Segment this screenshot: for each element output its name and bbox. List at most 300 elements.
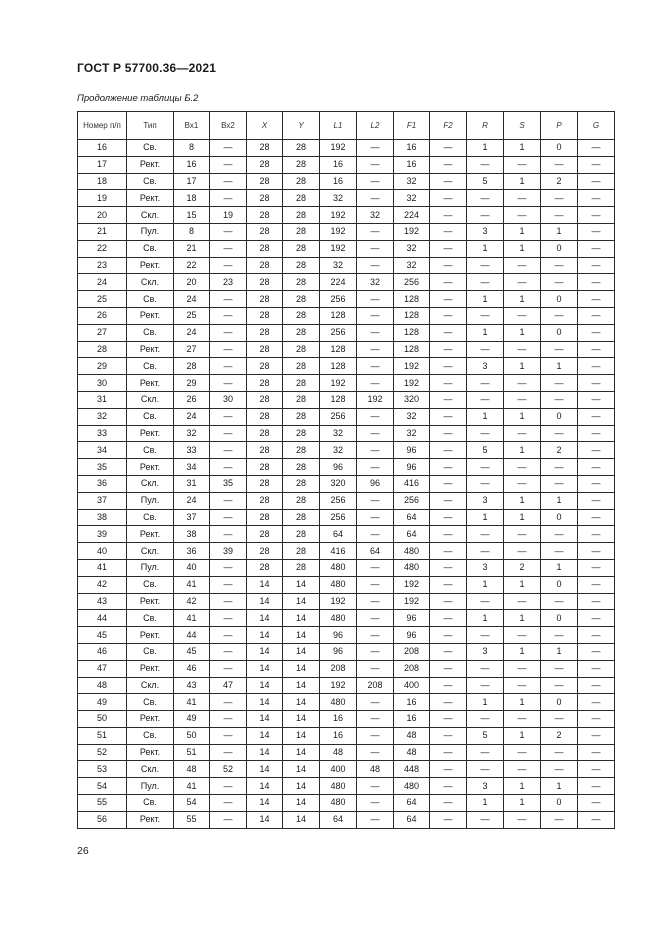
- cell-number: 20: [78, 207, 127, 224]
- cell-f2: —: [430, 694, 467, 711]
- cell-f2: —: [430, 375, 467, 392]
- cell-g: —: [578, 190, 615, 207]
- cell-f1: 64: [394, 795, 430, 812]
- cell-l2: 48: [357, 761, 394, 778]
- cell-f2: —: [430, 140, 467, 157]
- cell-g: —: [578, 358, 615, 375]
- cell-in1: 20: [174, 274, 210, 291]
- cell-y: 28: [283, 223, 320, 240]
- cell-s: —: [504, 207, 541, 224]
- cell-in1: 41: [174, 778, 210, 795]
- cell-s: 1: [504, 408, 541, 425]
- cell-s: —: [504, 761, 541, 778]
- cell-r: —: [467, 677, 504, 694]
- cell-in1: 17: [174, 173, 210, 190]
- cell-f2: —: [430, 643, 467, 660]
- cell-x: 28: [247, 408, 283, 425]
- cell-f2: —: [430, 240, 467, 257]
- cell-l2: —: [357, 811, 394, 828]
- cell-g: —: [578, 593, 615, 610]
- cell-y: 14: [283, 593, 320, 610]
- cell-in2: —: [210, 425, 247, 442]
- cell-f2: —: [430, 408, 467, 425]
- cell-g: —: [578, 291, 615, 308]
- cell-in2: —: [210, 442, 247, 459]
- cell-number: 45: [78, 627, 127, 644]
- cell-g: —: [578, 240, 615, 257]
- cell-in1: 16: [174, 156, 210, 173]
- table-row: [78, 526, 615, 543]
- cell-in1: 48: [174, 761, 210, 778]
- cell-in2: —: [210, 694, 247, 711]
- cell-in2: —: [210, 627, 247, 644]
- cell-s: 1: [504, 140, 541, 157]
- cell-x: 28: [247, 207, 283, 224]
- cell-l1: 32: [320, 442, 357, 459]
- cell-s: —: [504, 375, 541, 392]
- cell-y: 28: [283, 425, 320, 442]
- cell-p: —: [541, 375, 578, 392]
- cell-p: —: [541, 761, 578, 778]
- cell-x: 28: [247, 391, 283, 408]
- cell-f1: 96: [394, 627, 430, 644]
- cell-p: —: [541, 156, 578, 173]
- cell-x: 28: [247, 307, 283, 324]
- cell-type: Рект.: [127, 307, 174, 324]
- cell-x: 28: [247, 526, 283, 543]
- cell-f2: —: [430, 358, 467, 375]
- cell-type: Св.: [127, 358, 174, 375]
- cell-l1: 256: [320, 291, 357, 308]
- cell-in2: —: [210, 408, 247, 425]
- cell-type: Скл.: [127, 274, 174, 291]
- cell-s: —: [504, 543, 541, 560]
- cell-l2: —: [357, 173, 394, 190]
- cell-s: —: [504, 156, 541, 173]
- table-row: [78, 711, 615, 728]
- cell-f1: 400: [394, 677, 430, 694]
- cell-x: 28: [247, 425, 283, 442]
- cell-y: 14: [283, 677, 320, 694]
- cell-number: 26: [78, 307, 127, 324]
- table-row: [78, 391, 615, 408]
- cell-in2: —: [210, 643, 247, 660]
- cell-g: —: [578, 576, 615, 593]
- cell-s: 1: [504, 576, 541, 593]
- cell-s: —: [504, 190, 541, 207]
- cell-type: Скл.: [127, 207, 174, 224]
- cell-x: 28: [247, 156, 283, 173]
- cell-in1: 46: [174, 660, 210, 677]
- cell-x: 14: [247, 660, 283, 677]
- cell-r: —: [467, 257, 504, 274]
- cell-type: Рект.: [127, 425, 174, 442]
- cell-p: —: [541, 711, 578, 728]
- cell-l1: 256: [320, 408, 357, 425]
- cell-r: 1: [467, 140, 504, 157]
- cell-y: 14: [283, 660, 320, 677]
- cell-r: 3: [467, 358, 504, 375]
- cell-type: Св.: [127, 795, 174, 812]
- col-header-type: Тип: [127, 112, 174, 140]
- cell-s: —: [504, 307, 541, 324]
- cell-l1: 96: [320, 643, 357, 660]
- cell-in1: 40: [174, 559, 210, 576]
- cell-p: —: [541, 257, 578, 274]
- table-row: [78, 727, 615, 744]
- cell-r: —: [467, 627, 504, 644]
- cell-l2: —: [357, 576, 394, 593]
- cell-x: 14: [247, 795, 283, 812]
- cell-x: 28: [247, 324, 283, 341]
- cell-g: —: [578, 324, 615, 341]
- cell-l2: 32: [357, 207, 394, 224]
- cell-l1: 416: [320, 543, 357, 560]
- table-row: [78, 778, 615, 795]
- cell-y: 28: [283, 190, 320, 207]
- cell-in2: —: [210, 257, 247, 274]
- cell-r: 1: [467, 509, 504, 526]
- cell-x: 14: [247, 610, 283, 627]
- cell-p: —: [541, 660, 578, 677]
- cell-r: —: [467, 593, 504, 610]
- cell-type: Рект.: [127, 375, 174, 392]
- cell-f2: —: [430, 593, 467, 610]
- cell-f1: 32: [394, 240, 430, 257]
- cell-l2: —: [357, 459, 394, 476]
- cell-r: 3: [467, 643, 504, 660]
- cell-g: —: [578, 660, 615, 677]
- table-row: [78, 375, 615, 392]
- cell-in1: 24: [174, 408, 210, 425]
- cell-in1: 38: [174, 526, 210, 543]
- cell-y: 28: [283, 257, 320, 274]
- cell-l1: 480: [320, 610, 357, 627]
- cell-x: 28: [247, 492, 283, 509]
- cell-l2: —: [357, 425, 394, 442]
- cell-r: —: [467, 391, 504, 408]
- table-header-row: [78, 112, 615, 140]
- cell-l2: 192: [357, 391, 394, 408]
- cell-in2: —: [210, 358, 247, 375]
- cell-f2: —: [430, 526, 467, 543]
- cell-type: Рект.: [127, 711, 174, 728]
- table-row: [78, 459, 615, 476]
- cell-y: 14: [283, 643, 320, 660]
- table-row: [78, 677, 615, 694]
- cell-g: —: [578, 811, 615, 828]
- cell-f1: 256: [394, 492, 430, 509]
- cell-s: 1: [504, 223, 541, 240]
- cell-number: 18: [78, 173, 127, 190]
- cell-r: 5: [467, 173, 504, 190]
- cell-f1: 128: [394, 324, 430, 341]
- cell-g: —: [578, 795, 615, 812]
- cell-p: 2: [541, 173, 578, 190]
- cell-l1: 96: [320, 459, 357, 476]
- cell-x: 14: [247, 576, 283, 593]
- cell-in2: 30: [210, 391, 247, 408]
- col-header-y: Y: [283, 112, 320, 140]
- table-row: [78, 475, 615, 492]
- table-row: [78, 610, 615, 627]
- cell-g: —: [578, 727, 615, 744]
- cell-l2: —: [357, 492, 394, 509]
- cell-number: 40: [78, 543, 127, 560]
- cell-l2: —: [357, 526, 394, 543]
- cell-g: —: [578, 408, 615, 425]
- cell-type: Св.: [127, 610, 174, 627]
- cell-l2: —: [357, 509, 394, 526]
- cell-f2: —: [430, 223, 467, 240]
- cell-f1: 192: [394, 223, 430, 240]
- cell-type: Рект.: [127, 593, 174, 610]
- cell-in2: —: [210, 727, 247, 744]
- cell-x: 28: [247, 475, 283, 492]
- cell-in1: 18: [174, 190, 210, 207]
- cell-s: —: [504, 526, 541, 543]
- cell-in1: 29: [174, 375, 210, 392]
- cell-in1: 8: [174, 140, 210, 157]
- cell-in2: —: [210, 223, 247, 240]
- cell-in2: —: [210, 492, 247, 509]
- cell-l2: 32: [357, 274, 394, 291]
- cell-number: 27: [78, 324, 127, 341]
- cell-f2: —: [430, 492, 467, 509]
- cell-l2: 96: [357, 475, 394, 492]
- cell-x: 28: [247, 173, 283, 190]
- cell-x: 14: [247, 811, 283, 828]
- cell-f1: 208: [394, 660, 430, 677]
- cell-number: 55: [78, 795, 127, 812]
- cell-f2: —: [430, 391, 467, 408]
- cell-number: 47: [78, 660, 127, 677]
- cell-l1: 16: [320, 727, 357, 744]
- table-row: [78, 324, 615, 341]
- cell-number: 50: [78, 711, 127, 728]
- cell-p: —: [541, 274, 578, 291]
- cell-l2: 64: [357, 543, 394, 560]
- cell-type: Св.: [127, 509, 174, 526]
- cell-in1: 26: [174, 391, 210, 408]
- cell-s: —: [504, 593, 541, 610]
- cell-number: 33: [78, 425, 127, 442]
- cell-f2: —: [430, 711, 467, 728]
- cell-g: —: [578, 643, 615, 660]
- cell-y: 14: [283, 711, 320, 728]
- cell-in2: —: [210, 744, 247, 761]
- cell-x: 28: [247, 459, 283, 476]
- cell-in1: 22: [174, 257, 210, 274]
- cell-p: —: [541, 391, 578, 408]
- cell-in1: 25: [174, 307, 210, 324]
- cell-s: —: [504, 811, 541, 828]
- cell-in1: 24: [174, 324, 210, 341]
- cell-g: —: [578, 207, 615, 224]
- cell-in1: 41: [174, 610, 210, 627]
- cell-p: 2: [541, 727, 578, 744]
- cell-in1: 49: [174, 711, 210, 728]
- table-row: [78, 576, 615, 593]
- cell-x: 28: [247, 140, 283, 157]
- cell-g: —: [578, 274, 615, 291]
- table-body: [78, 140, 615, 829]
- cell-in1: 32: [174, 425, 210, 442]
- cell-g: —: [578, 140, 615, 157]
- cell-l1: 480: [320, 694, 357, 711]
- cell-l1: 96: [320, 627, 357, 644]
- cell-f2: —: [430, 677, 467, 694]
- cell-p: 1: [541, 559, 578, 576]
- cell-in1: 43: [174, 677, 210, 694]
- cell-s: —: [504, 660, 541, 677]
- cell-r: 1: [467, 694, 504, 711]
- cell-in2: —: [210, 324, 247, 341]
- cell-g: —: [578, 492, 615, 509]
- cell-y: 14: [283, 694, 320, 711]
- cell-f2: —: [430, 744, 467, 761]
- cell-s: —: [504, 744, 541, 761]
- cell-s: —: [504, 274, 541, 291]
- cell-y: 28: [283, 240, 320, 257]
- cell-r: 3: [467, 778, 504, 795]
- cell-f2: —: [430, 173, 467, 190]
- col-header-in1: Вх1: [174, 112, 210, 140]
- cell-l1: 320: [320, 475, 357, 492]
- cell-f1: 16: [394, 156, 430, 173]
- cell-r: 1: [467, 610, 504, 627]
- cell-y: 28: [283, 391, 320, 408]
- col-header-r: R: [467, 112, 504, 140]
- cell-number: 56: [78, 811, 127, 828]
- cell-f1: 48: [394, 744, 430, 761]
- cell-r: 1: [467, 324, 504, 341]
- cell-l1: 128: [320, 341, 357, 358]
- cell-l2: —: [357, 324, 394, 341]
- cell-f1: 128: [394, 307, 430, 324]
- cell-s: 1: [504, 509, 541, 526]
- cell-s: 1: [504, 610, 541, 627]
- cell-number: 37: [78, 492, 127, 509]
- table-row: [78, 207, 615, 224]
- cell-f2: —: [430, 459, 467, 476]
- cell-in1: 41: [174, 694, 210, 711]
- col-header-l2: L2: [357, 112, 394, 140]
- cell-l2: —: [357, 627, 394, 644]
- cell-p: —: [541, 593, 578, 610]
- cell-x: 14: [247, 727, 283, 744]
- cell-y: 14: [283, 761, 320, 778]
- cell-x: 28: [247, 509, 283, 526]
- cell-in2: 35: [210, 475, 247, 492]
- cell-f1: 128: [394, 341, 430, 358]
- cell-y: 28: [283, 375, 320, 392]
- cell-number: 42: [78, 576, 127, 593]
- cell-y: 28: [283, 408, 320, 425]
- table-row: [78, 240, 615, 257]
- cell-type: Св.: [127, 576, 174, 593]
- cell-in2: —: [210, 660, 247, 677]
- cell-number: 16: [78, 140, 127, 157]
- table-caption: Продолжение таблицы Б.2: [77, 93, 199, 104]
- table-row: [78, 559, 615, 576]
- cell-r: 3: [467, 559, 504, 576]
- cell-type: Пул.: [127, 223, 174, 240]
- cell-number: 51: [78, 727, 127, 744]
- cell-f1: 480: [394, 778, 430, 795]
- cell-x: 14: [247, 711, 283, 728]
- cell-number: 39: [78, 526, 127, 543]
- cell-in2: —: [210, 156, 247, 173]
- cell-f2: —: [430, 257, 467, 274]
- document-standard-title: ГОСТ Р 57700.36—2021: [77, 61, 217, 75]
- cell-r: —: [467, 660, 504, 677]
- cell-p: —: [541, 811, 578, 828]
- cell-f2: —: [430, 307, 467, 324]
- cell-y: 28: [283, 341, 320, 358]
- cell-p: —: [541, 526, 578, 543]
- cell-r: —: [467, 459, 504, 476]
- cell-s: —: [504, 391, 541, 408]
- cell-l2: —: [357, 408, 394, 425]
- cell-in2: —: [210, 173, 247, 190]
- cell-r: —: [467, 274, 504, 291]
- cell-type: Скл.: [127, 391, 174, 408]
- cell-f1: 208: [394, 643, 430, 660]
- cell-s: 1: [504, 727, 541, 744]
- cell-in2: 39: [210, 543, 247, 560]
- table-row: [78, 190, 615, 207]
- cell-in1: 34: [174, 459, 210, 476]
- cell-l1: 256: [320, 509, 357, 526]
- cell-type: Св.: [127, 140, 174, 157]
- cell-p: 1: [541, 492, 578, 509]
- cell-type: Св.: [127, 324, 174, 341]
- table-row: [78, 274, 615, 291]
- cell-x: 28: [247, 257, 283, 274]
- cell-l2: —: [357, 744, 394, 761]
- cell-type: Скл.: [127, 677, 174, 694]
- cell-number: 54: [78, 778, 127, 795]
- cell-p: 1: [541, 643, 578, 660]
- cell-l2: —: [357, 778, 394, 795]
- col-header-f2: F2: [430, 112, 467, 140]
- col-header-in2: Вх2: [210, 112, 247, 140]
- cell-y: 28: [283, 291, 320, 308]
- cell-x: 28: [247, 341, 283, 358]
- cell-in2: —: [210, 811, 247, 828]
- cell-f2: —: [430, 156, 467, 173]
- cell-l1: 400: [320, 761, 357, 778]
- cell-s: 1: [504, 694, 541, 711]
- cell-number: 53: [78, 761, 127, 778]
- cell-l2: —: [357, 442, 394, 459]
- cell-f2: —: [430, 324, 467, 341]
- cell-g: —: [578, 442, 615, 459]
- cell-s: 1: [504, 643, 541, 660]
- cell-y: 14: [283, 778, 320, 795]
- cell-l1: 192: [320, 223, 357, 240]
- cell-x: 28: [247, 543, 283, 560]
- col-header-x: X: [247, 112, 283, 140]
- cell-l2: —: [357, 257, 394, 274]
- cell-in2: —: [210, 190, 247, 207]
- cell-g: —: [578, 459, 615, 476]
- col-header-number: Номер п/п: [78, 112, 127, 140]
- cell-in1: 55: [174, 811, 210, 828]
- cell-s: —: [504, 425, 541, 442]
- cell-in2: —: [210, 576, 247, 593]
